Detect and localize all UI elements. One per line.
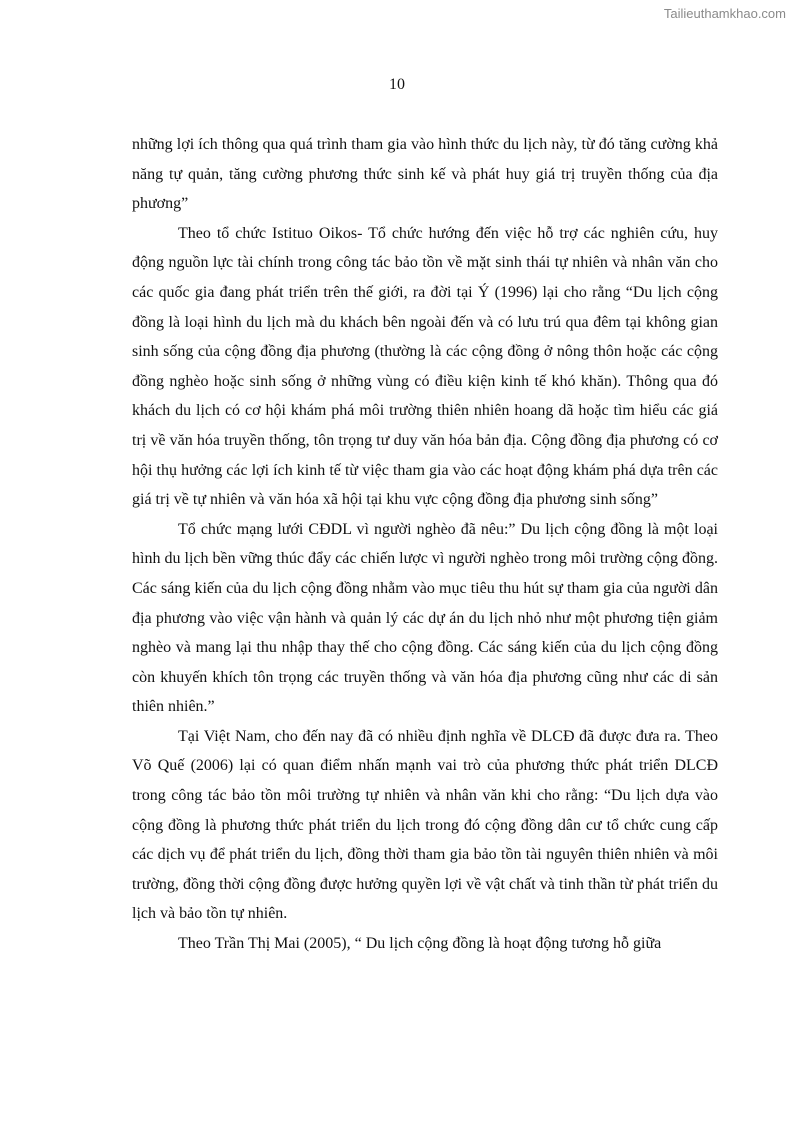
- paragraph-vietnam-definition: Tại Việt Nam, cho đến nay đã có nhiều định nghĩa về DLCĐ đã được đưa ra. Theo Võ Quế (2006) lại có quan điểm nhấn mạnh vai trò của phương thức phát triển DLCĐ trong công tác bảo tồn môi trường tự nhiên và nhân văn khi cho rằng: “Du lịch dựa vào cộng đồng là phương thức phát triển du lịch trong đó cộng đồng dân cư tổ chức cung cấp các dịch vụ để phát triển du lịch, đồng thời tham gia bảo tồn tài nguyên thiên nhiên và môi trường, đồng thời cộng đồng được hưởng quyền lợi về vật chất và tinh thần từ phát triển du lịch và bảo tồn tự nhiên.: [132, 727, 718, 923]
- watermark: Tailieuthamkhao.com: [663, 6, 786, 21]
- document-body: [132, 130, 718, 959]
- paragraph-tran-thi-mai: Theo Trần Thị Mai (2005), “ Du lịch cộng đồng là hoạt động tương hỗ giữa: [178, 935, 662, 953]
- paragraph-oikos-definition: Theo tổ chức Istituo Oikos- Tổ chức hướng đến việc hỗ trợ các nghiên cứu, huy động nguồn lực tài chính trong công tác bảo tồn về mặt sinh thái tự nhiên và nhân văn cho các quốc gia đang phát triển trên thế giới, ra đời tại Ý (1996) lại cho rằng “Du lịch cộng đồng là loại hình du lịch mà du khách bên ngoài đến và có lưu trú qua đêm tại không gian sinh sống của cộng đồng địa phương (thường là các cộng đồng ở nông thôn hoặc các cộng đồng nghèo hoặc sinh sống ở những vùng có điều kiện kinh tế khó khăn). Thông qua đó khách du lịch có cơ hội khám phá môi trường thiên nhiên hoang dã hoặc tìm hiểu các giá trị về văn hóa truyền thống, tôn trọng tư duy văn hóa bản địa. Cộng đồng địa phương có cơ hội thụ hưởng các lợi ích kinh tế từ việc tham gia vào các hoạt động khám phá dựa trên các giá trị về tự nhiên và văn hóa xã hội tại khu vực cộng đồng địa phương sinh sống”: [132, 224, 718, 509]
- page-number: 10: [389, 76, 405, 93]
- paragraph-network-definition: Tổ chức mạng lưới CĐDL vì người nghèo đã nêu:” Du lịch cộng đồng là một loại hình du lịch bền vững thúc đẩy các chiến lược vì người nghèo trong môi trường cộng đồng. Các sáng kiến của du lịch cộng đồng nhằm vào mục tiêu thu hút sự tham gia của người dân địa phương vào việc vận hành và quản lý các dự án du lịch nhỏ như một phương tiện giảm nghèo và mang lại thu nhập thay thế cho cộng đồng. Các sáng kiến của du lịch cộng đồng còn khuyến khích tôn trọng các truyền thống và văn hóa địa phương cũng như các di sản thiên nhiên.”: [132, 520, 718, 716]
- paragraph-continuation: những lợi ích thông qua quá trình tham gia vào hình thức du lịch này, từ đó tăng cường khả năng tự quản, tăng cường phương thức sinh kế và phát huy giá trị truyền thống của địa phương”: [132, 136, 718, 213]
